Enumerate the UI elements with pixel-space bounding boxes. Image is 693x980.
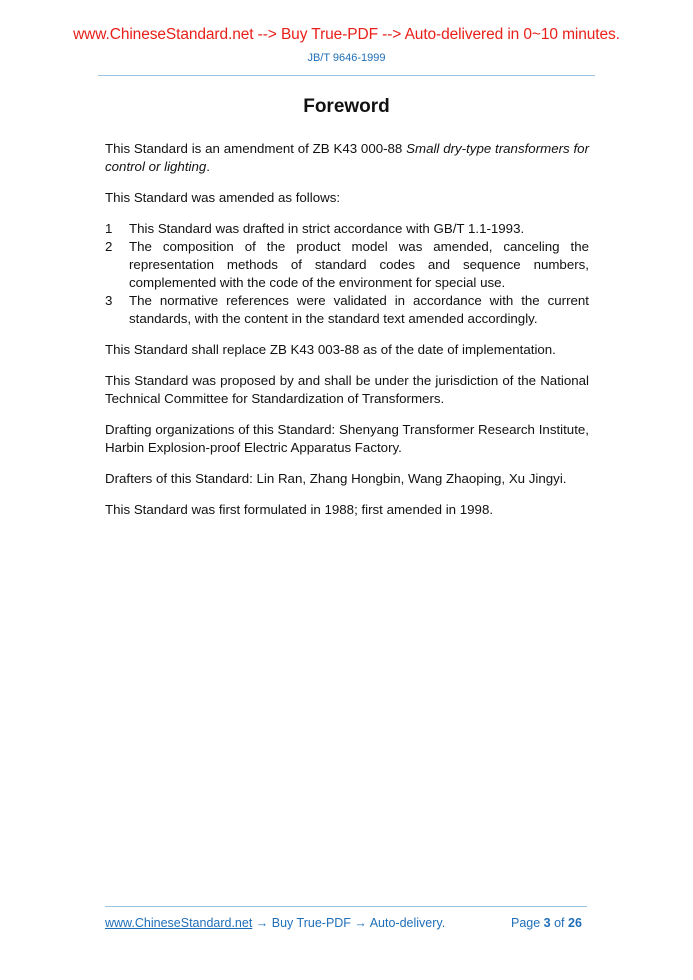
list-item bbox=[105, 238, 589, 292]
footer-site-link[interactable]: www.ChineseStandard.net bbox=[105, 916, 253, 930]
promo-banner[interactable]: www.ChineseStandard.net --> Buy True-PDF --> Auto-delivered in 0~10 minutes. bbox=[73, 26, 620, 43]
amendment-list bbox=[105, 220, 589, 328]
header-divider bbox=[98, 75, 595, 76]
paragraph-text-end: . bbox=[206, 159, 210, 174]
list-item bbox=[105, 220, 589, 238]
paragraph-drafters: Drafters of this Standard: Lin Ran, Zhang Hongbin, Wang Zhaoping, Xu Jingyi. bbox=[105, 471, 567, 486]
document-body bbox=[105, 140, 589, 532]
referenced-standard-title: Small dry-type transformers for control or lighting bbox=[105, 141, 589, 174]
page-indicator bbox=[511, 916, 582, 930]
footer-promo bbox=[105, 916, 445, 930]
paragraph-history: This Standard was first formulated in 1988; first amended in 1998. bbox=[105, 502, 494, 517]
page-of: of bbox=[550, 916, 568, 930]
paragraph-jurisdiction: This Standard was proposed by and shall be under the jurisdiction of the National Technical Committee for Standardization of Transformers. bbox=[105, 373, 589, 406]
list-item-text: The normative references were validated in accordance with the current standards, with the content in the standard text amended accordingly. bbox=[129, 293, 589, 326]
list-item-number: 3 bbox=[105, 293, 113, 308]
list-item-text: This Standard was drafted in strict accordance with GB/T 1.1-1993. bbox=[129, 221, 525, 236]
footer-divider bbox=[105, 906, 587, 907]
paragraph-amended-as-follows: This Standard was amended as follows: bbox=[105, 190, 341, 205]
paragraph-drafting-organizations: Drafting organizations of this Standard: Shenyang Transformer Research Institute, Harbin Explosion-proof Electric Apparatus Factory. bbox=[105, 422, 589, 455]
paragraph-replacement: This Standard shall replace ZB K43 003-88 as of the date of implementation. bbox=[105, 342, 556, 357]
paragraph-text: This Standard is an amendment of ZB K43 000-88 bbox=[105, 141, 407, 156]
list-item-number: 2 bbox=[105, 239, 113, 254]
page-title: Foreword bbox=[303, 96, 390, 117]
page-current: 3 bbox=[543, 916, 551, 930]
standard-code: JB/T 9646-1999 bbox=[307, 52, 386, 64]
page-label: Page bbox=[511, 916, 544, 930]
page-total: 26 bbox=[568, 916, 582, 930]
paragraph-amendment-of bbox=[105, 140, 589, 176]
list-item-number: 1 bbox=[105, 221, 113, 236]
footer-promo-text: → Buy True-PDF → Auto-delivery. bbox=[252, 916, 446, 930]
list-item-text: The composition of the product model was amended, canceling the representation methods of standard codes and sequence numbers, complemented with the code of the environment for special use. bbox=[129, 239, 589, 290]
list-item bbox=[105, 292, 589, 328]
